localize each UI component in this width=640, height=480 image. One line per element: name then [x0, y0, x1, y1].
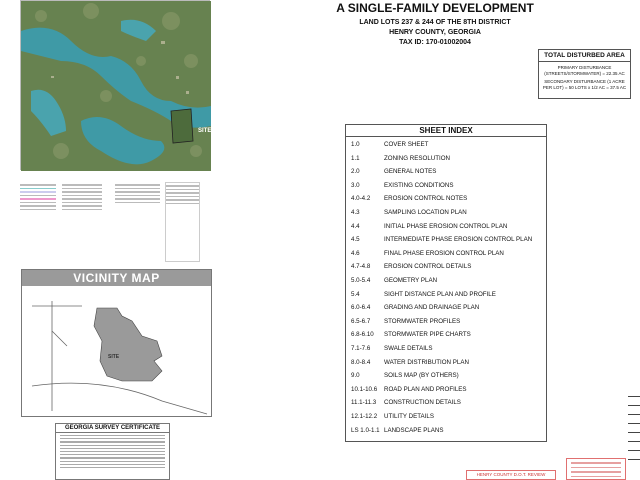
sheet-index-row	[346, 356, 546, 370]
sheet-number: 2.0	[351, 168, 360, 176]
sheet-index	[345, 124, 547, 442]
sheet-number: 5.4	[351, 290, 360, 298]
aerial-image	[21, 1, 211, 171]
sheet-description: GENERAL NOTES	[384, 168, 437, 176]
sheet-description: CONSTRUCTION DETAILS	[384, 399, 461, 407]
right-edge-lines	[628, 388, 640, 480]
vicinity-map	[21, 269, 212, 417]
sheet-index-row	[346, 369, 546, 383]
left-margin-strip	[0, 0, 16, 480]
sheet-description: ROAD PLAN AND PROFILES	[384, 385, 467, 393]
sheet-description: EXISTING CONDITIONS	[384, 181, 454, 189]
sheet-index-row	[346, 288, 546, 302]
survey-certificate-title: GEORGIA SURVEY CERTIFICATE	[56, 425, 169, 433]
total-disturbed-area-box	[538, 49, 631, 99]
sheet-number: 4.0-4.2	[351, 195, 371, 203]
sheet-description: EROSION CONTROL DETAILS	[384, 263, 472, 271]
sheet-number: 1.1	[351, 154, 360, 162]
sheet-description: INTERMEDIATE PHASE EROSION CONTROL PLAN	[384, 236, 533, 244]
sheet-number: 9.0	[351, 372, 360, 380]
disturbed-area-title: TOTAL DISTURBED AREA	[539, 50, 630, 62]
project-title: A SINGLE-FAMILY DEVELOPMENT	[336, 1, 534, 15]
sheet-index-title: SHEET INDEX	[346, 125, 546, 137]
sheet-index-row	[346, 260, 546, 274]
sheet-number: 3.0	[351, 181, 360, 189]
georgia-survey-certificate	[55, 423, 170, 480]
sheet-description: GEOMETRY PLAN	[384, 277, 438, 284]
sheet-number: 4.7-4.8	[351, 263, 371, 271]
sheet-index-row	[346, 315, 546, 329]
sheet-description: SWALE DETAILS	[384, 345, 433, 352]
sheet-number: 1.0	[351, 141, 360, 148]
sheet-number: 11.1-11.3	[351, 399, 377, 407]
sheet-description: SOILS MAP (BY OTHERS)	[384, 372, 459, 380]
land-lots: LAND LOTS 237 & 244 OF THE 8TH DISTRICT	[359, 19, 511, 26]
sheet-number: 5.0-5.4	[351, 277, 371, 284]
sheet-number: 6.0-6.4	[351, 304, 371, 312]
sheet-number: 4.6	[351, 249, 360, 257]
sheet-description: STORMWATER PIPE CHARTS	[384, 331, 471, 339]
sheet-description: STORMWATER PROFILES	[384, 317, 461, 325]
title-block	[320, 0, 550, 46]
sheet-description: WATER DISTRIBUTION PLAN	[384, 358, 469, 366]
sheet-index-row	[346, 220, 546, 234]
notes-row	[20, 182, 215, 262]
sheet-number: 12.1-12.2	[351, 413, 378, 420]
sheet-index-row	[346, 328, 546, 342]
sheet-index-row	[346, 396, 546, 410]
sheet-description: LANDSCAPE PLANS	[384, 426, 444, 434]
sheet-index-row	[346, 233, 546, 247]
sheet-number: 6.8-6.10	[351, 331, 374, 339]
aerial-site-label: SITE	[198, 128, 212, 134]
sheet-number: 4.3	[351, 209, 360, 216]
sheet-index-row	[346, 342, 546, 356]
sheet-number: 6.5-6.7	[351, 317, 371, 325]
sheet-description: SIGHT DISTANCE PLAN AND PROFILE	[384, 290, 496, 298]
vicinity-site-label: SITE	[108, 354, 120, 360]
sheet-number: 4.5	[351, 236, 360, 244]
sheet-index-row	[346, 410, 546, 424]
sheet-index-row	[346, 301, 546, 315]
sheet-index-row	[346, 274, 546, 288]
sheet-index-row	[346, 152, 546, 166]
notes-to-owner-block	[62, 182, 102, 210]
county: HENRY COUNTY, GEORGIA	[389, 29, 481, 36]
review-stamp	[466, 470, 556, 480]
sheet-index-row	[346, 424, 546, 438]
review-stamp-text: HENRY COUNTY D.O.T. REVIEW	[476, 472, 546, 477]
approval-stamp	[566, 458, 626, 480]
vicinity-map-title: VICINITY MAP	[22, 270, 211, 286]
sheet-index-row	[346, 247, 546, 261]
fema-block	[165, 182, 200, 262]
sheet-description: EROSION CONTROL NOTES	[384, 195, 468, 203]
sheet-index-row	[346, 138, 546, 152]
sheet-index-row	[346, 206, 546, 220]
tax-id: TAX ID: 170-01002004	[399, 39, 471, 46]
sheet-description: UTILITY DETAILS	[384, 413, 434, 420]
notes-block	[115, 182, 160, 203]
sheet-number: LS 1.0-1.1	[351, 426, 380, 434]
sheet-number: 10.1-10.6	[351, 385, 378, 393]
sheet-number: 4.4	[351, 222, 360, 230]
sheet-description: GRADING AND DRAINAGE PLAN	[384, 304, 480, 312]
sheet-number: 7.1-7.6	[351, 345, 371, 352]
sheet-index-row	[346, 165, 546, 179]
sheet-description: INITIAL PHASE EROSION CONTROL PLAN	[384, 222, 508, 230]
sheet-description: ZONING RESOLUTION	[384, 154, 451, 162]
sheet-description: SAMPLING LOCATION PLAN	[384, 209, 467, 216]
primary-disturbance: PRIMARY DISTURBANCE (STREETS/STORMWATER) = 22.35 AC	[544, 65, 625, 76]
secondary-disturbance: SECONDARY DISTURBANCE (1 ACRE PER LOT) = 50 LOTS x 1/2 AC = 37.5 AC	[542, 79, 627, 90]
legend-block	[20, 182, 56, 210]
vicinity-map-drawing	[22, 286, 211, 416]
sheet-description: COVER SHEET	[384, 141, 429, 148]
aerial-photo	[20, 0, 210, 170]
sheet-index-row	[346, 179, 546, 193]
sheet-index-row	[346, 383, 546, 397]
sheet-index-row	[346, 192, 546, 206]
sheet-number: 8.0-8.4	[351, 358, 371, 366]
sheet-description: FINAL PHASE EROSION CONTROL PLAN	[384, 249, 504, 257]
